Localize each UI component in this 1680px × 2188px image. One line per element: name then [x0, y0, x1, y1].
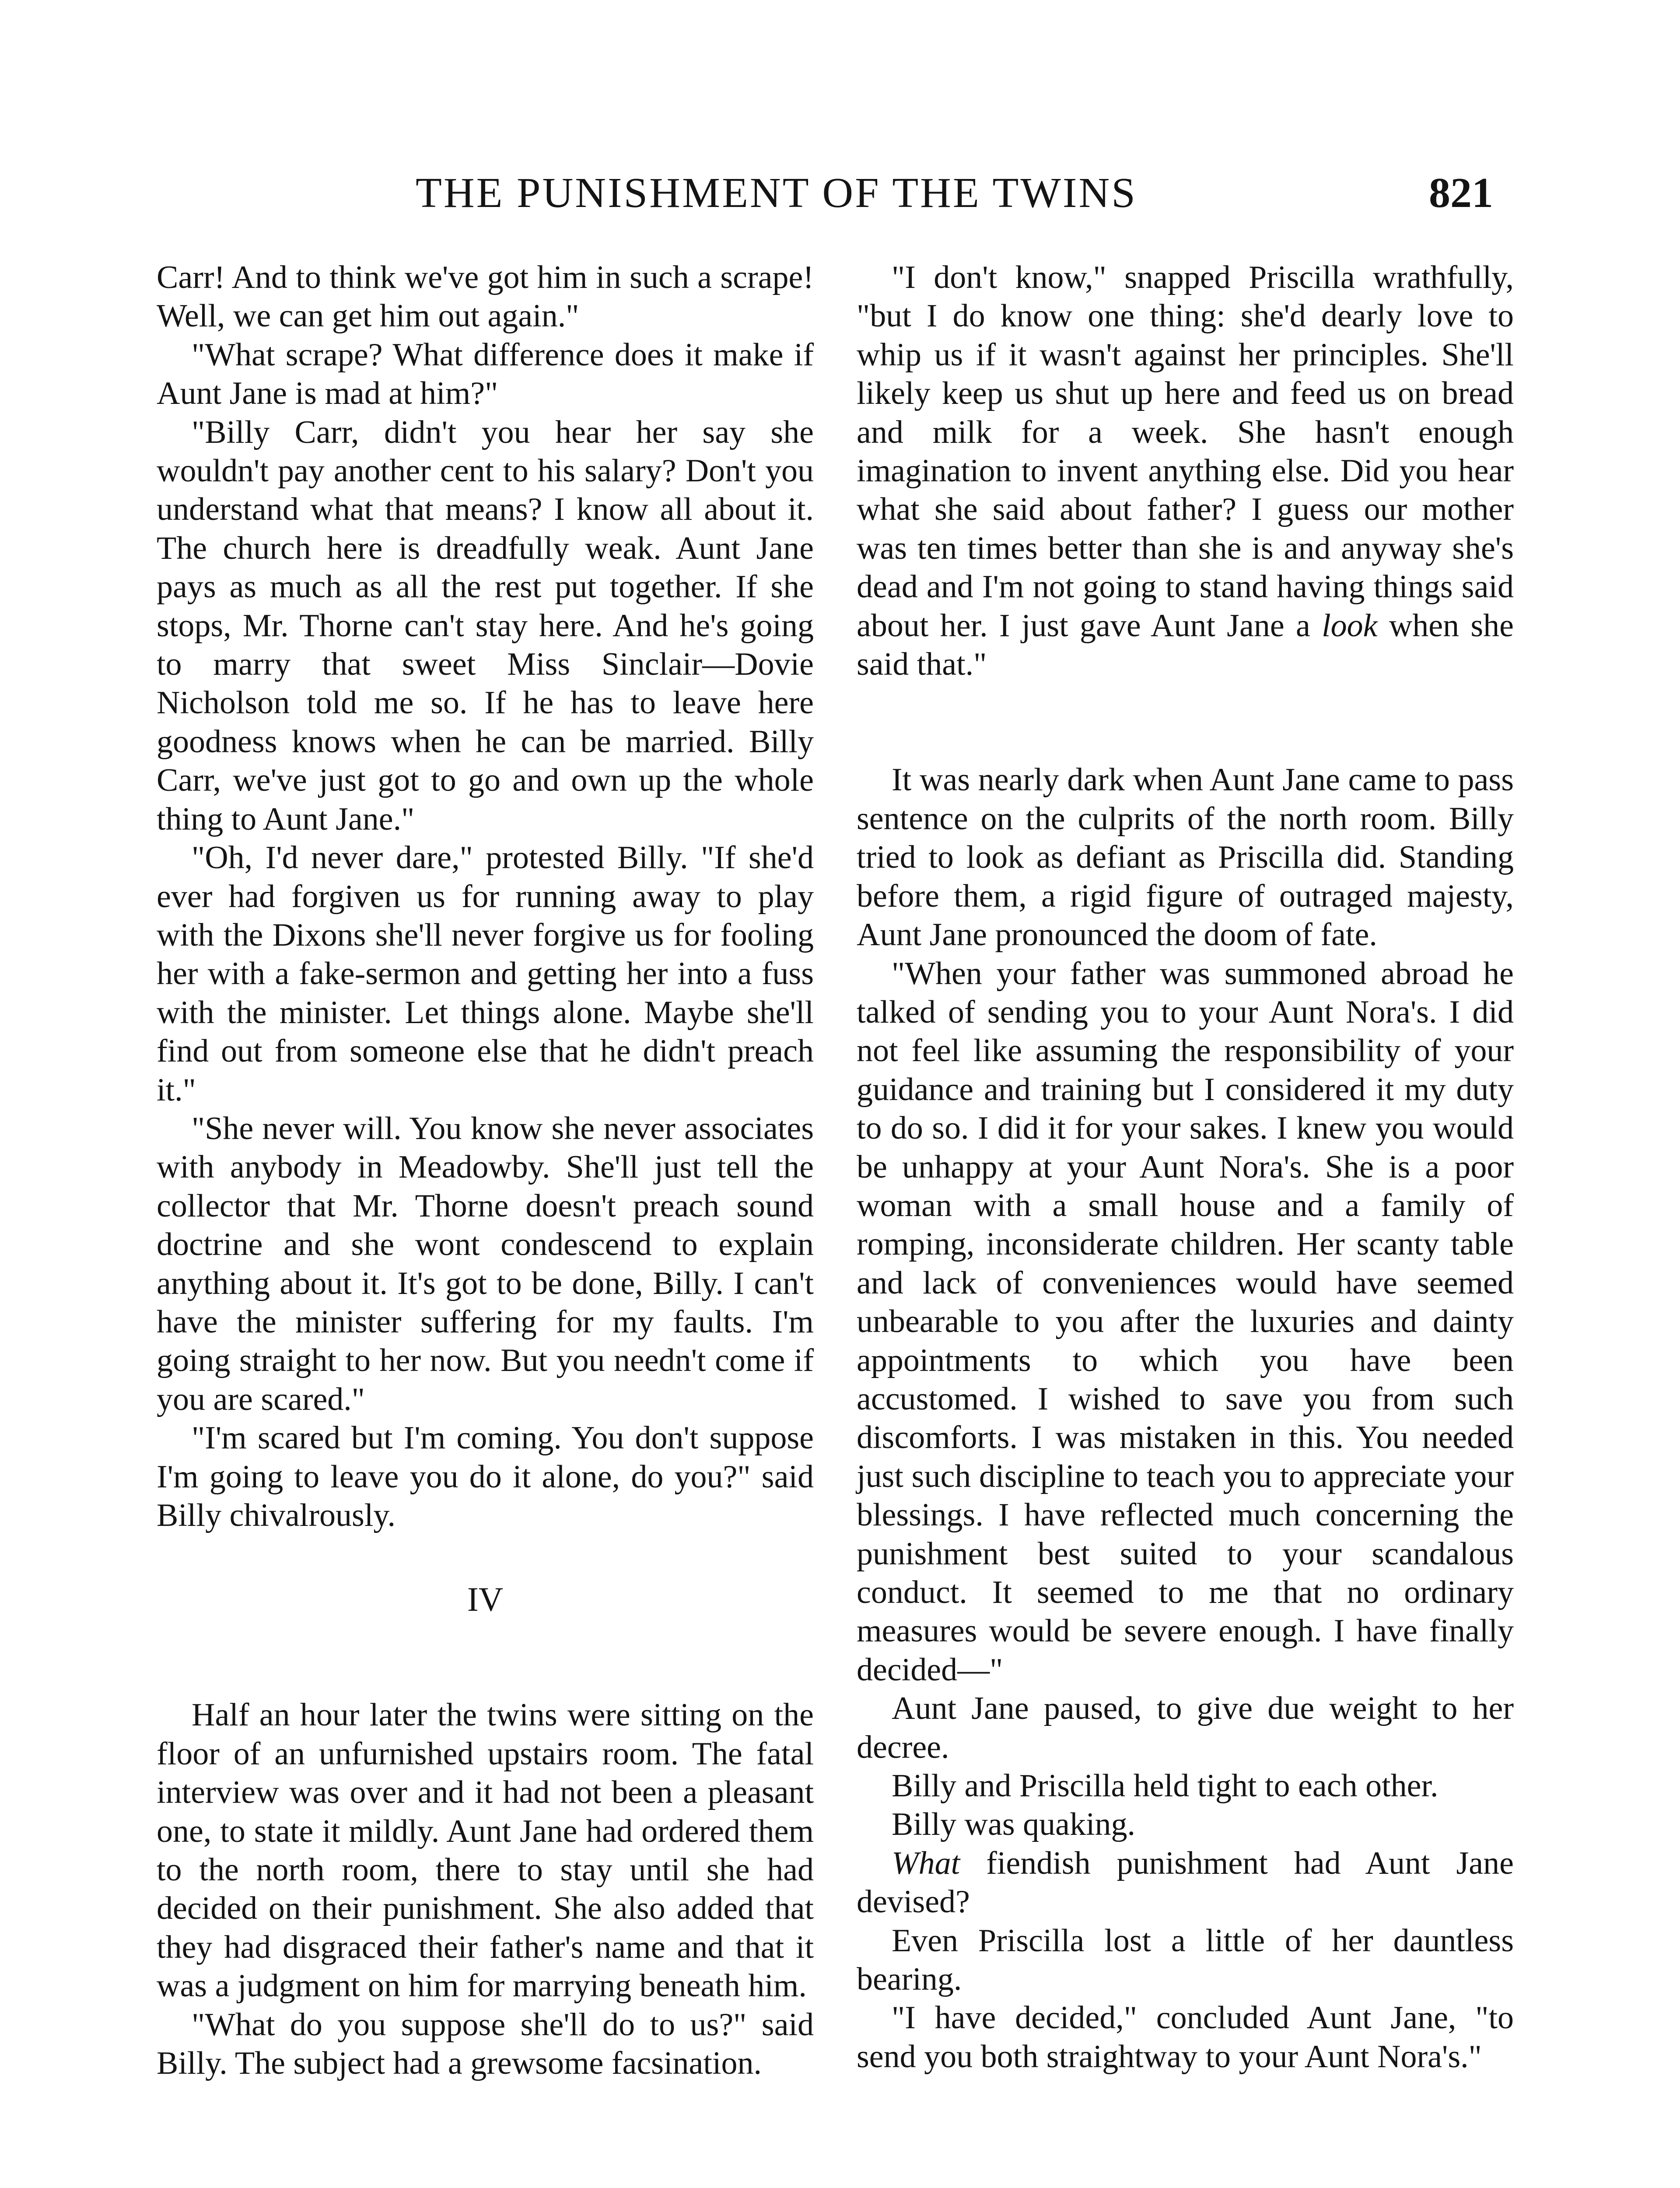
paragraph: "She never will. You know she never associates with anybody in Meadowby. She'll just tell the collector that Mr. Thorne doesn't preach sound doctrine and she wont condescend to explain anything about it. It's got to be done, Billy. I can't have the minister suffering for my faults. I'm going straight to her now. But you needn't come if you are scared.": [157, 1110, 814, 1417]
paragraph-text: when she said that.": [857, 607, 1514, 683]
paragraph: It was nearly dark when Aunt Jane came to pass sentence on the culprits of the north room. Billy tried to look as defiant as Priscilla did. Standing before them, a rigid figure of outraged majesty, Aunt Jane pronounced the doom of fate.: [857, 762, 1514, 953]
paragraph: Aunt Jane paused, to give due weight to her decree.: [857, 1690, 1514, 1765]
paragraph-text: fiendish punishment had Aunt Jane devised?: [857, 1845, 1514, 1920]
emphasis-text: What: [892, 1845, 960, 1881]
emphasis-text: look: [1322, 607, 1378, 644]
right-column: [857, 258, 1514, 2076]
paragraph: "What scrape? What difference does it make if Aunt Jane is mad at him?": [157, 337, 814, 412]
paragraph-text: "I don't know," snapped Priscilla wrathfully, "but I do know one thing: she'd dearly love to whip us if it wasn't against her principles. She'll likely keep us shut up here and feed us on bread and milk for a week. She hasn't enough imagination to invent anything else. Did you hear what she said about father? I guess our mother was ten times better than she is and anyway she's dead and I'm not going to stand having things said about her. I just gave Aunt Jane a: [857, 259, 1514, 644]
paragraph: "What do you suppose she'll do to us?" said Billy. The subject had a grewsome facsination.: [157, 2006, 814, 2082]
page-number: 821: [1429, 169, 1493, 217]
paragraph: Half an hour later the twins were sitting on the floor of an unfurnished upstairs room. The fatal interview was over and it had not been a pleasant one, to state it mildly. Aunt Jane had ordered them to the north room, there to stay until she had decided on their punishment. She also added that they had disgraced their father's name and that it was a judgment on him for marrying beneath him.: [157, 1697, 814, 2004]
paragraph: "Oh, I'd never dare," protested Billy. "If she'd ever had forgiven us for running away to play with the Dixons she'll never forgive us for fooling her with a fake-sermon and getting her into a fuss with the minister. Let things alone. Maybe she'll find out from someone else that he didn't preach it.": [157, 840, 814, 1108]
paragraph: Billy was quaking.: [892, 1806, 1136, 1843]
paragraph: [857, 1844, 1514, 1922]
running-title: THE PUNISHMENT OF THE TWINS: [416, 169, 1137, 217]
paragraph: Even Priscilla lost a little of her dauntless bearing.: [857, 1922, 1514, 1998]
paragraph: "I have decided," concluded Aunt Jane, "to send you both straightway to your Aunt Nora's.": [857, 2000, 1514, 2075]
paragraph: Carr! And to think we've got him in such a scrape! Well, we can get him out again.": [157, 259, 814, 334]
section-heading: IV: [467, 1580, 504, 1619]
paragraph: "Billy Carr, didn't you hear her say she wouldn't pay another cent to his salary? Don't you understand what that means? I know all about it. The church here is dreadfully weak. Aunt Jane pays as much as all the rest put together. If she stops, Mr. Thorne can't stay here. And he's going to marry that sweet Miss Sinclair—Dovie Nicholson told me so. If he has to leave here goodness knows when he can be married. Billy Carr, we've just got to go and own up the whole thing to Aunt Jane.": [157, 414, 814, 837]
paragraph: Billy and Priscilla held tight to each other.: [892, 1768, 1438, 1804]
paragraph: [857, 258, 1514, 684]
left-column: [157, 258, 814, 2083]
paragraph: "When your father was summoned abroad he talked of sending you to your Aunt Nora's. I did not feel like assuming the responsibility of your guidance and training but I considered it my duty to do so. I did it for your sakes. I knew you would be unhappy at your Aunt Nora's. She is a poor woman with a small house and a family of romping, inconsiderate children. Her scanty table and lack of conveniences would have seemed unbearable to you after the luxuries and dainty appointments to which you have been accustomed. I wished to save you from such discomforts. I was mistaken in this. You needed just such discipline to teach you to appreciate your blessings. I have reflected much concerning the punishment best suited to your scandalous conduct. It seemed to me that no ordinary measures would be severe enough. I have finally decided—": [857, 955, 1514, 1688]
paragraph: "I'm scared but I'm coming. You don't suppose I'm going to leave you do it alone, do you?" said Billy chivalrously.: [157, 1420, 814, 1533]
